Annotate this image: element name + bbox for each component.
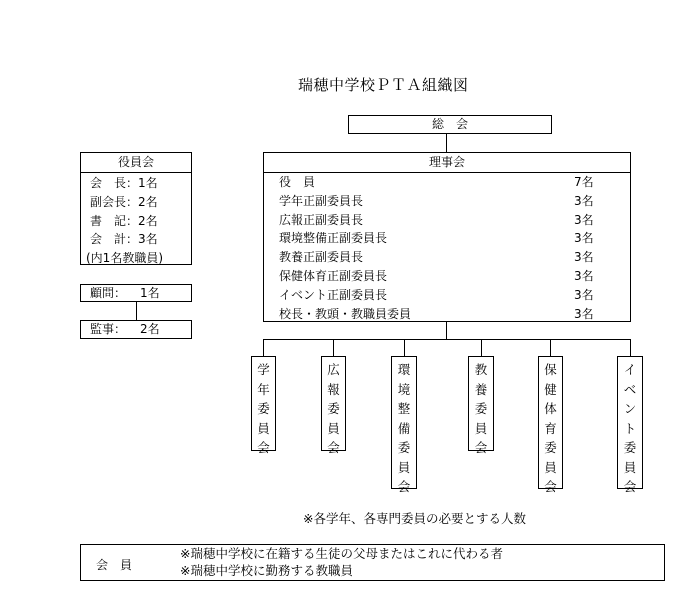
committee-char: 会 <box>544 479 557 494</box>
committee-char: 環 <box>397 362 411 377</box>
connector-committee-drop <box>481 339 482 357</box>
committee-box-health <box>538 356 563 494</box>
members-line: ※瑞穂中学校に在籍する生徒の父母またはこれに代わる者 <box>180 546 503 561</box>
committee-char: 員 <box>474 420 488 436</box>
committee-char: ベ <box>623 381 637 397</box>
auditor-count: 2名 <box>140 322 160 336</box>
board-count: 3名 <box>574 268 594 283</box>
board-role: イベント正副委員長 <box>279 287 388 302</box>
committee-char: 会 <box>474 440 488 455</box>
officers-row: 会 計：3名 <box>90 232 158 247</box>
committee-char: イ <box>623 362 637 377</box>
committee-char: 年 <box>257 381 270 397</box>
committee-char: 委 <box>397 440 411 455</box>
committee-char: 委 <box>623 440 637 455</box>
advisor-label: 顧問： <box>90 286 127 300</box>
board-role: 環境整備正副委員長 <box>279 231 388 246</box>
board-role: 役 員 <box>279 175 316 189</box>
committee-char: 員 <box>327 420 340 436</box>
advisor-count: 1名 <box>140 286 160 300</box>
committee-char: ン <box>623 401 637 416</box>
connector-committee-drop <box>550 339 551 357</box>
committee-box-culture <box>468 356 494 455</box>
committee-char: 境 <box>397 381 411 397</box>
board-box <box>263 152 631 322</box>
connector-committee-drop <box>630 339 631 357</box>
board-count: 3名 <box>574 231 594 246</box>
board-role: 教養正副委員長 <box>279 250 364 265</box>
committee-char: 広 <box>327 362 340 377</box>
committee-char: 会 <box>623 479 637 494</box>
board-row <box>279 229 630 248</box>
connector-committee-drop <box>333 339 334 357</box>
officers-box <box>80 152 192 265</box>
committee-char: 員 <box>623 459 637 475</box>
committee-char: 報 <box>327 381 340 397</box>
board-header: 理事会 <box>264 153 630 173</box>
connector-committee-bus <box>263 339 631 340</box>
committee-char: 委 <box>474 401 488 416</box>
committee-char: 員 <box>544 459 557 475</box>
board-count: 3名 <box>574 250 594 265</box>
committee-char: 育 <box>544 420 557 436</box>
committee-char: 体 <box>544 401 557 416</box>
board-row <box>279 248 630 267</box>
connector-board-trunk <box>446 322 447 340</box>
board-row <box>279 267 630 286</box>
committee-char: 整 <box>397 401 411 416</box>
committee-char: 委 <box>257 401 270 416</box>
auditor-label: 監事： <box>90 322 127 336</box>
committee-char: 学 <box>257 362 270 377</box>
committee-char: 委 <box>544 440 557 455</box>
board-row <box>279 286 630 305</box>
connector-committee-drop <box>404 339 405 357</box>
connector-committee-drop <box>263 339 264 357</box>
auditor-box <box>80 320 192 339</box>
board-count: 3名 <box>574 212 594 227</box>
committee-char: 員 <box>397 459 411 475</box>
committee-char: 委 <box>327 401 340 416</box>
committee-char: ト <box>623 420 637 436</box>
members-box <box>80 544 665 581</box>
board-count: 3名 <box>574 193 594 208</box>
committee-char: 会 <box>327 440 340 455</box>
officers-row: 副会長：2名 <box>90 194 158 209</box>
general-assembly-label: 総 会 <box>431 117 468 131</box>
committee-box-publicity <box>321 356 346 455</box>
board-row <box>279 211 630 230</box>
board-count: 3名 <box>574 306 594 321</box>
officers-row: 会 長：1名 <box>90 176 158 190</box>
committee-char: 員 <box>257 420 270 436</box>
committee-char: 養 <box>474 381 488 397</box>
committee-box-event <box>617 356 643 494</box>
board-role: 学年正副委員長 <box>279 193 364 208</box>
committee-char: 会 <box>397 479 411 494</box>
general-assembly-box <box>348 115 552 134</box>
connector-advisor-auditor <box>136 302 137 321</box>
committee-char: 保 <box>544 362 557 377</box>
board-row <box>279 173 630 192</box>
board-row <box>279 305 630 324</box>
officers-row: 書 記：2名 <box>90 213 158 228</box>
committee-char: 備 <box>397 420 411 436</box>
board-row <box>279 192 630 211</box>
members-line: ※瑞穂中学校に勤務する教職員 <box>180 563 353 578</box>
committee-char: 健 <box>544 381 557 397</box>
footnote: ※各学年、各専門委員の必要とする人数 <box>303 511 526 526</box>
committee-char: 会 <box>257 440 270 455</box>
committee-box-environment <box>391 356 417 494</box>
connector-assembly-board <box>446 134 447 153</box>
advisor-box <box>80 284 192 302</box>
board-count: 7名 <box>574 175 594 189</box>
board-role: 広報正副委員長 <box>279 212 364 227</box>
officers-header: 役員会 <box>81 153 191 173</box>
board-count: 3名 <box>574 287 594 302</box>
board-role: 保健体育正副委員長 <box>279 268 388 283</box>
page-title: 瑞穂中学校ＰＴＡ組織図 <box>298 76 469 94</box>
members-label: 会 員 <box>96 558 133 572</box>
committee-char: 教 <box>474 362 488 377</box>
committee-box-grade <box>251 356 276 455</box>
officers-row: (内1名教職員) <box>86 251 163 266</box>
board-role: 校長・教頭・教職員委員 <box>279 306 412 321</box>
